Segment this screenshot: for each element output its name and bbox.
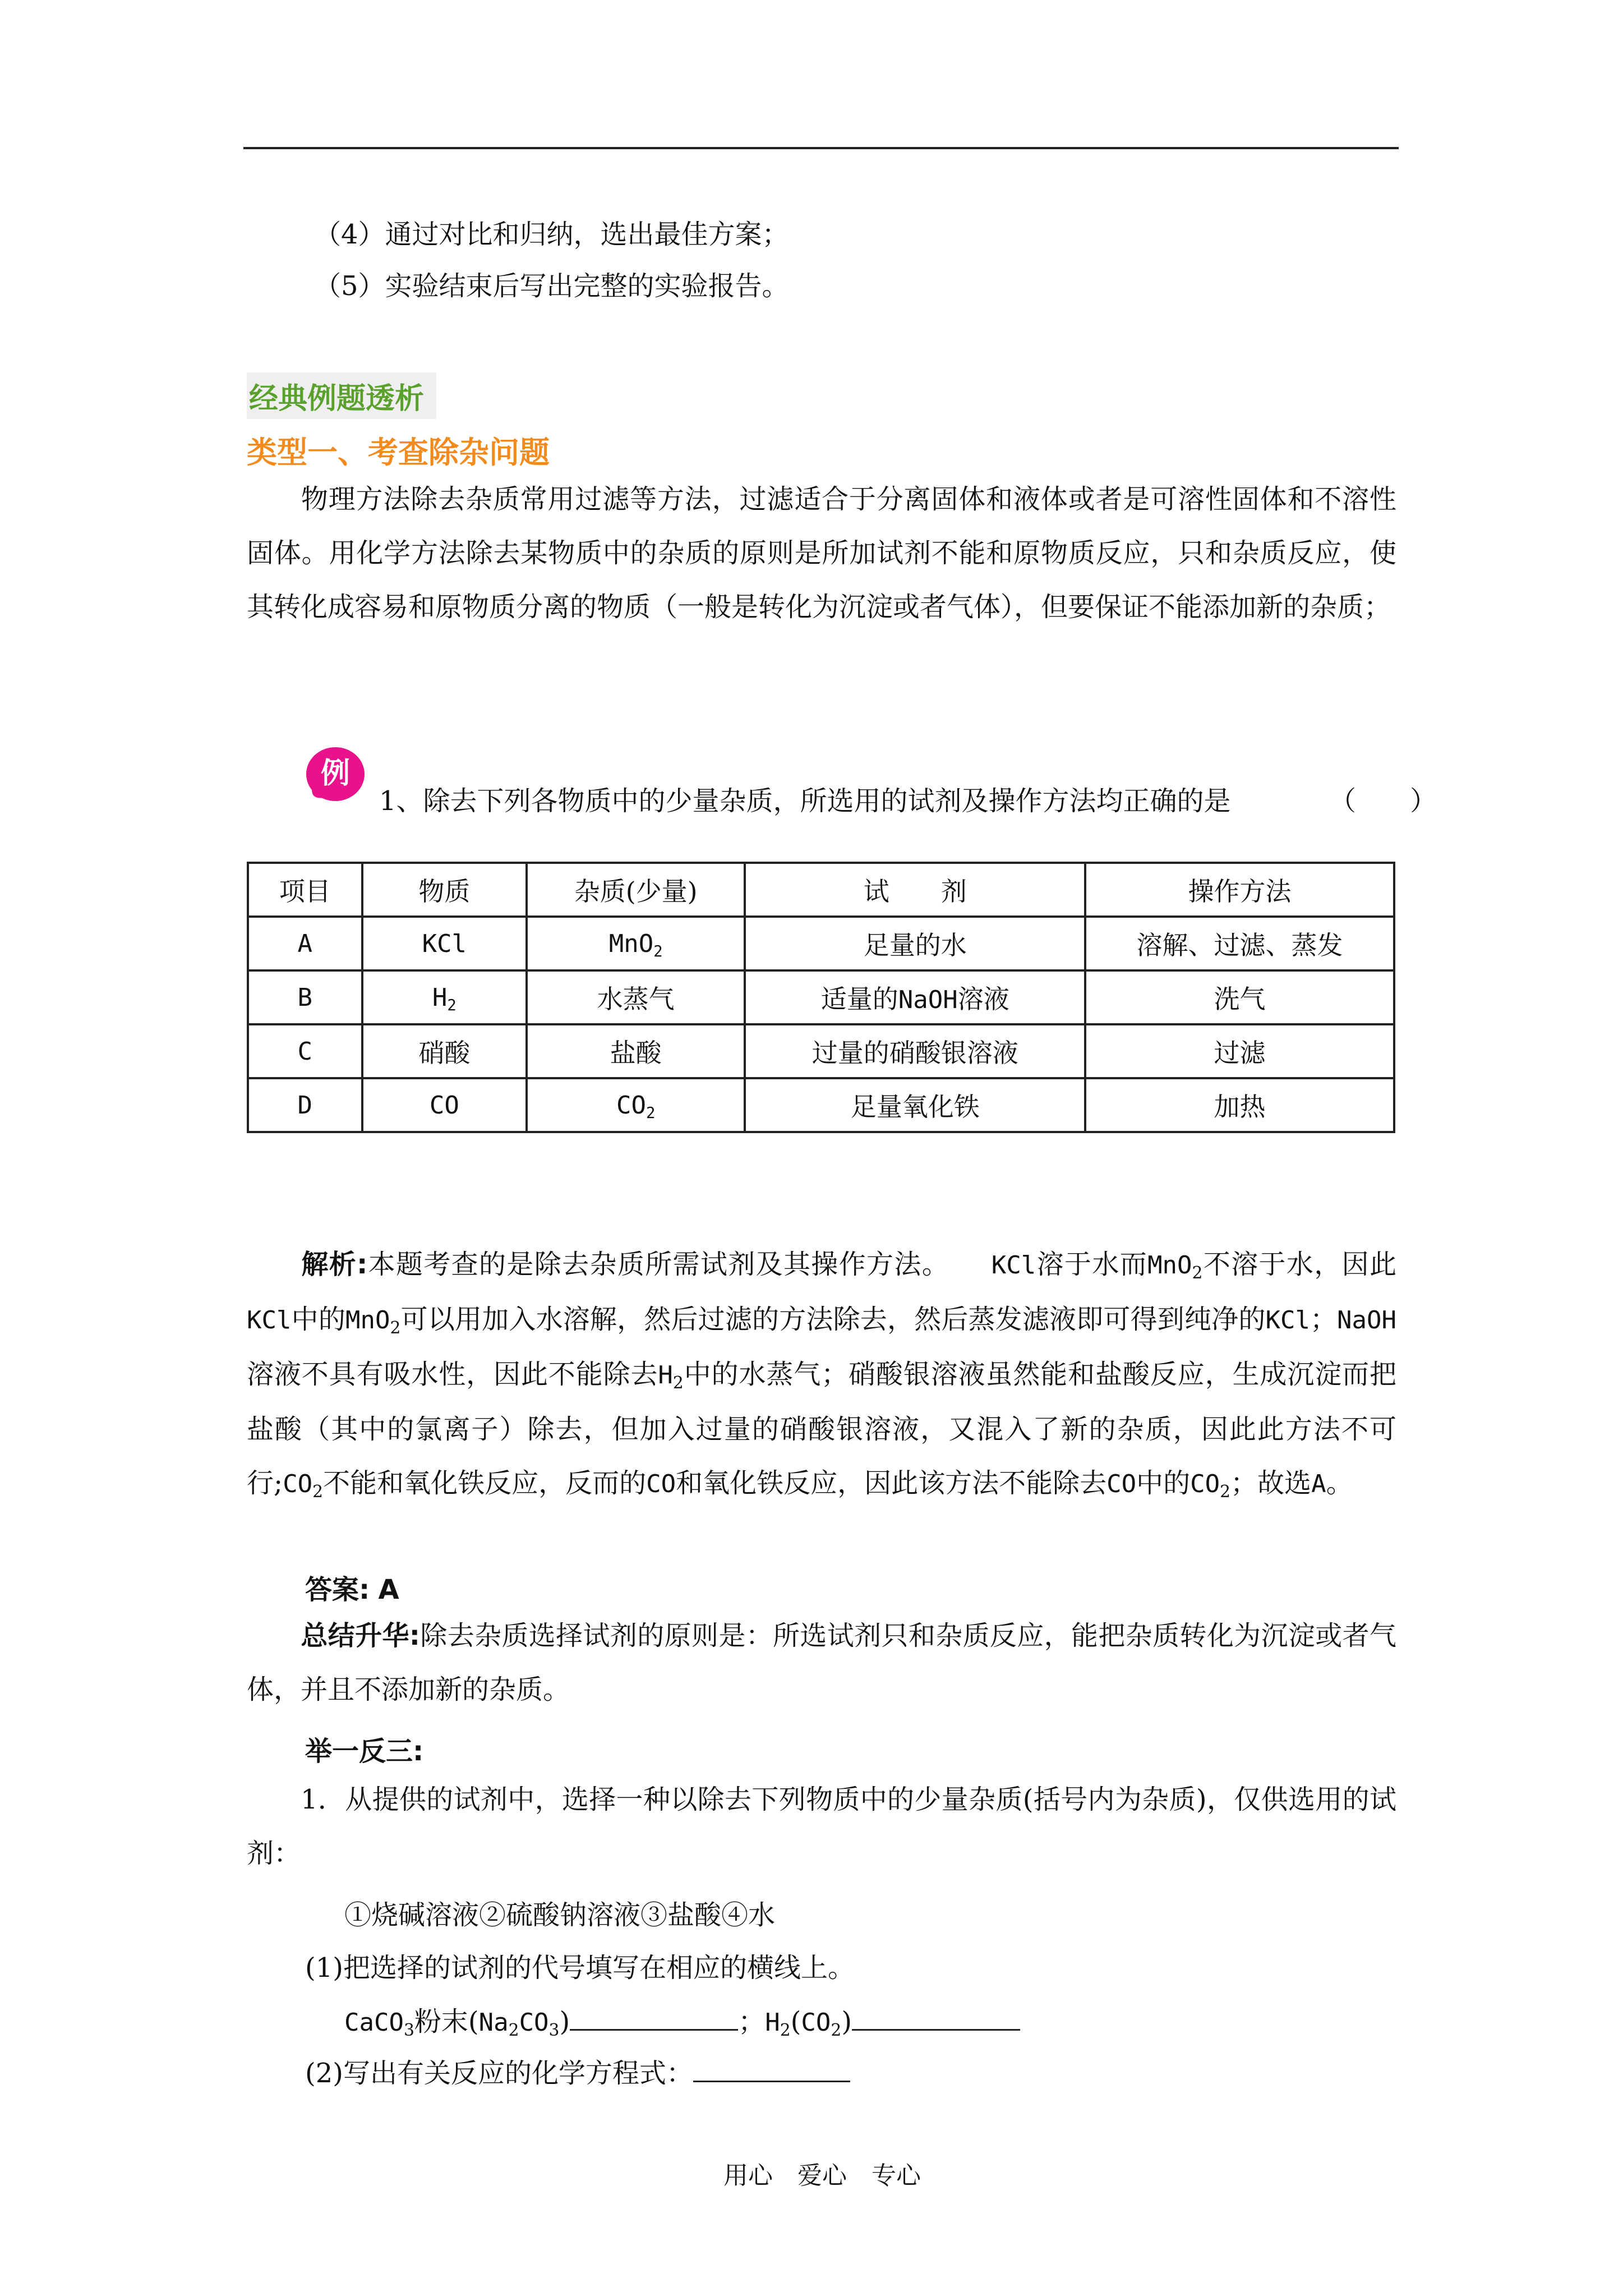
header-item: 项目 — [248, 863, 362, 917]
step-5: （5）实验结束后写出完整的实验报告。 — [314, 270, 789, 302]
substance-text: H — [432, 983, 448, 1012]
blank-equation[interactable] — [693, 2058, 850, 2082]
formula-co2: CO — [283, 1470, 313, 1498]
formula-mno2: MnO — [345, 1306, 390, 1335]
practice-label-text: 举一反三: — [305, 1736, 424, 1767]
row-method: 加热 — [1085, 1078, 1394, 1132]
semicolon: ； — [738, 2006, 766, 2037]
formula-sub: 2 — [1192, 1263, 1203, 1283]
row-impurity — [527, 970, 745, 1024]
row-id: A — [248, 917, 362, 970]
formula-co2: CO — [1190, 1470, 1220, 1498]
substance-sub: 2 — [447, 996, 457, 1014]
substance-text: CO — [429, 1091, 459, 1120]
paren-close: ) — [841, 2006, 852, 2037]
impurity-text: MnO — [608, 929, 654, 958]
answer-value: A — [378, 1574, 399, 1605]
row-reagent — [745, 970, 1085, 1024]
table-row — [248, 1024, 1394, 1078]
analysis-text: 溶液不具有吸水性，因此不能除去 — [247, 1359, 658, 1390]
formula-sub: 2 — [508, 2020, 519, 2040]
formula-na: Na — [478, 2008, 509, 2037]
blank-caco3[interactable] — [570, 2007, 738, 2031]
header-method: 操作方法 — [1085, 863, 1394, 917]
row-substance — [362, 1078, 527, 1132]
impurity-sub: 2 — [645, 1104, 656, 1122]
blank-h2[interactable] — [852, 2007, 1020, 2031]
reagent-text: 过量的硝酸银溶液 — [811, 1038, 1018, 1068]
formula-h2: H — [658, 1361, 673, 1389]
row-reagent — [745, 1024, 1085, 1078]
formula-kcl: KCl — [1265, 1306, 1311, 1335]
summary-text: 除去杂质选择试剂的原则是：所选试剂只和杂质反应，能把杂质转化为沉淀或者气体，并且不添加新的杂质。 — [247, 1620, 1396, 1705]
paren-open: ( — [790, 2006, 801, 2037]
analysis-text: 本题考查的是除去杂质所需试剂及其操作方法。 — [367, 1249, 992, 1280]
row-id: D — [248, 1078, 362, 1132]
example-question: 1、除去下列各物质中的少量杂质，所选用的试剂及操作方法均正确的是 — [379, 785, 1231, 817]
row-reagent — [745, 1078, 1085, 1132]
reagent-formula: NaOH — [898, 986, 958, 1014]
analysis-text: 中的 — [1136, 1467, 1191, 1499]
formula-sub: 2 — [780, 2020, 791, 2040]
answer-label: 答案: — [305, 1574, 370, 1605]
formula-naoh: NaOH — [1337, 1306, 1396, 1335]
formula-sub: 2 — [312, 1481, 324, 1502]
impurity-table — [247, 862, 1395, 1133]
formula-co: CO — [519, 2008, 549, 2037]
formula-kcl: KCl — [247, 1306, 292, 1335]
formula-co: CO — [646, 1470, 676, 1498]
answer-letter: A — [1311, 1470, 1326, 1498]
row-method: 洗气 — [1085, 970, 1394, 1024]
table-header-row — [248, 863, 1394, 917]
example-badge-icon — [303, 739, 370, 807]
section-title: 经典例题透析 — [247, 372, 436, 419]
table-row — [248, 970, 1394, 1024]
subquestion-2-text: (2)写出有关反应的化学方程式： — [305, 2058, 693, 2089]
practice-label — [305, 1734, 423, 1768]
reagent-text: 适量的 — [820, 984, 898, 1014]
analysis-label: 解析: — [301, 1249, 368, 1280]
substance-text: 硝酸 — [418, 1038, 471, 1068]
header-rule — [243, 147, 1399, 149]
practice-question — [247, 1773, 1396, 1880]
row-id: C — [248, 1024, 362, 1078]
fill-blank-line — [344, 2005, 1020, 2040]
row-substance — [362, 917, 527, 970]
row-impurity — [527, 1078, 745, 1132]
analysis-text: 不能和氧化铁反应，反而的 — [323, 1467, 647, 1499]
impurity-text: CO — [616, 1091, 646, 1120]
header-substance: 物质 — [362, 863, 527, 917]
formula-sub: 2 — [831, 2020, 842, 2040]
intro-paragraph — [247, 472, 1396, 634]
row-reagent — [745, 917, 1085, 970]
summary-label: 总结升华: — [301, 1620, 420, 1651]
subquestion-2 — [305, 2056, 850, 2090]
impurity-text: 水蒸气 — [597, 984, 675, 1014]
row-substance — [362, 1024, 527, 1078]
table-row — [248, 917, 1394, 970]
row-method: 溶解、过滤、蒸发 — [1085, 917, 1394, 970]
row-substance — [362, 970, 527, 1024]
formula-sub: 3 — [403, 2020, 414, 2040]
subquestion-1: (1)把选择的试剂的代号填写在相应的横线上。 — [305, 1952, 855, 1984]
answer-line — [305, 1573, 399, 1607]
formula-sub: 3 — [548, 2020, 560, 2040]
practice-question-text: 1．从提供的试剂中，选择一种以除去下列物质中的少量杂质(括号内为杂质)，仅供选用的试剂： — [247, 1784, 1396, 1869]
formula-sub: 2 — [1220, 1481, 1231, 1502]
impurity-text: 盐酸 — [610, 1038, 662, 1068]
formula-co: CO — [801, 2008, 831, 2037]
paren-close: ) — [559, 2006, 570, 2037]
analysis-text: ；故选 — [1230, 1467, 1312, 1499]
reagent-text: 足量氧化铁 — [850, 1092, 980, 1122]
row-impurity — [527, 1024, 745, 1078]
formula-h: H — [765, 2008, 780, 2037]
table-row — [248, 1078, 1394, 1132]
page-footer: 用心 爱心 专心 — [723, 2161, 921, 2190]
formula-sub: 2 — [390, 1318, 401, 1338]
intro-text: 物理方法除去杂质常用过滤等方法，过滤适合于分离固体和液体或者是可溶性固体和不溶性固体。用化学方法除去某物质中的杂质的原则是所加试剂不能和原物质反应，只和杂质反应，使其转化成容易和原物质分离的物质（一般是转化为沉淀或者气体），但要保证不能添加新的杂质； — [247, 484, 1396, 623]
reagent-suffix: 溶液 — [957, 984, 1009, 1014]
analysis-text: 中的 — [291, 1304, 346, 1335]
analysis-paragraph — [247, 1237, 1396, 1511]
row-id: B — [248, 970, 362, 1024]
formula-mno2: MnO — [1147, 1251, 1192, 1280]
formula-co: CO — [1106, 1470, 1137, 1498]
analysis-text: 和氧化铁反应，因此该方法不能除去 — [676, 1467, 1107, 1499]
type-title: 类型一、考查除杂问题 — [247, 435, 550, 470]
answer-paren: （ ） — [1329, 785, 1437, 817]
analysis-text: 不溶于水，因此 — [1202, 1249, 1396, 1280]
row-impurity — [527, 917, 745, 970]
analysis-text: ； — [1310, 1304, 1338, 1335]
summary-paragraph — [247, 1609, 1396, 1717]
header-reagent: 试 剂 — [745, 863, 1085, 917]
impurity-sub: 2 — [653, 942, 663, 960]
analysis-text: 可以用加入水溶解，然后过滤的方法除去，然后蒸发滤液即可得到纯净的 — [400, 1304, 1266, 1335]
powder-text: 粉末( — [414, 2006, 479, 2037]
formula-sub: 2 — [672, 1373, 684, 1393]
substance-text: KCl — [422, 929, 467, 958]
analysis-text: 中的水蒸气；硝酸银溶液虽然能和盐酸反应，生成沉淀而把盐酸（其中的氯离子）除去，但加入过量的硝酸银溶液，又混入了新的杂质，因此此方法不可行; — [247, 1359, 1396, 1499]
row-method: 过滤 — [1085, 1024, 1394, 1078]
reagent-options: ①烧碱溶液②硫酸钠溶液③盐酸④水 — [344, 1899, 776, 1931]
reagent-text: 足量的水 — [863, 930, 967, 960]
header-impurity: 杂质(少量) — [527, 863, 745, 917]
formula-caco3: CaCO — [344, 2008, 404, 2037]
example-badge-text: 例 — [320, 757, 351, 790]
step-4: （4）通过对比和归纳，选出最佳方案； — [314, 219, 789, 250]
analysis-text: 溶于水而 — [1036, 1249, 1148, 1280]
analysis-text: 。 — [1326, 1467, 1353, 1499]
formula-kcl: KCl — [991, 1251, 1036, 1280]
